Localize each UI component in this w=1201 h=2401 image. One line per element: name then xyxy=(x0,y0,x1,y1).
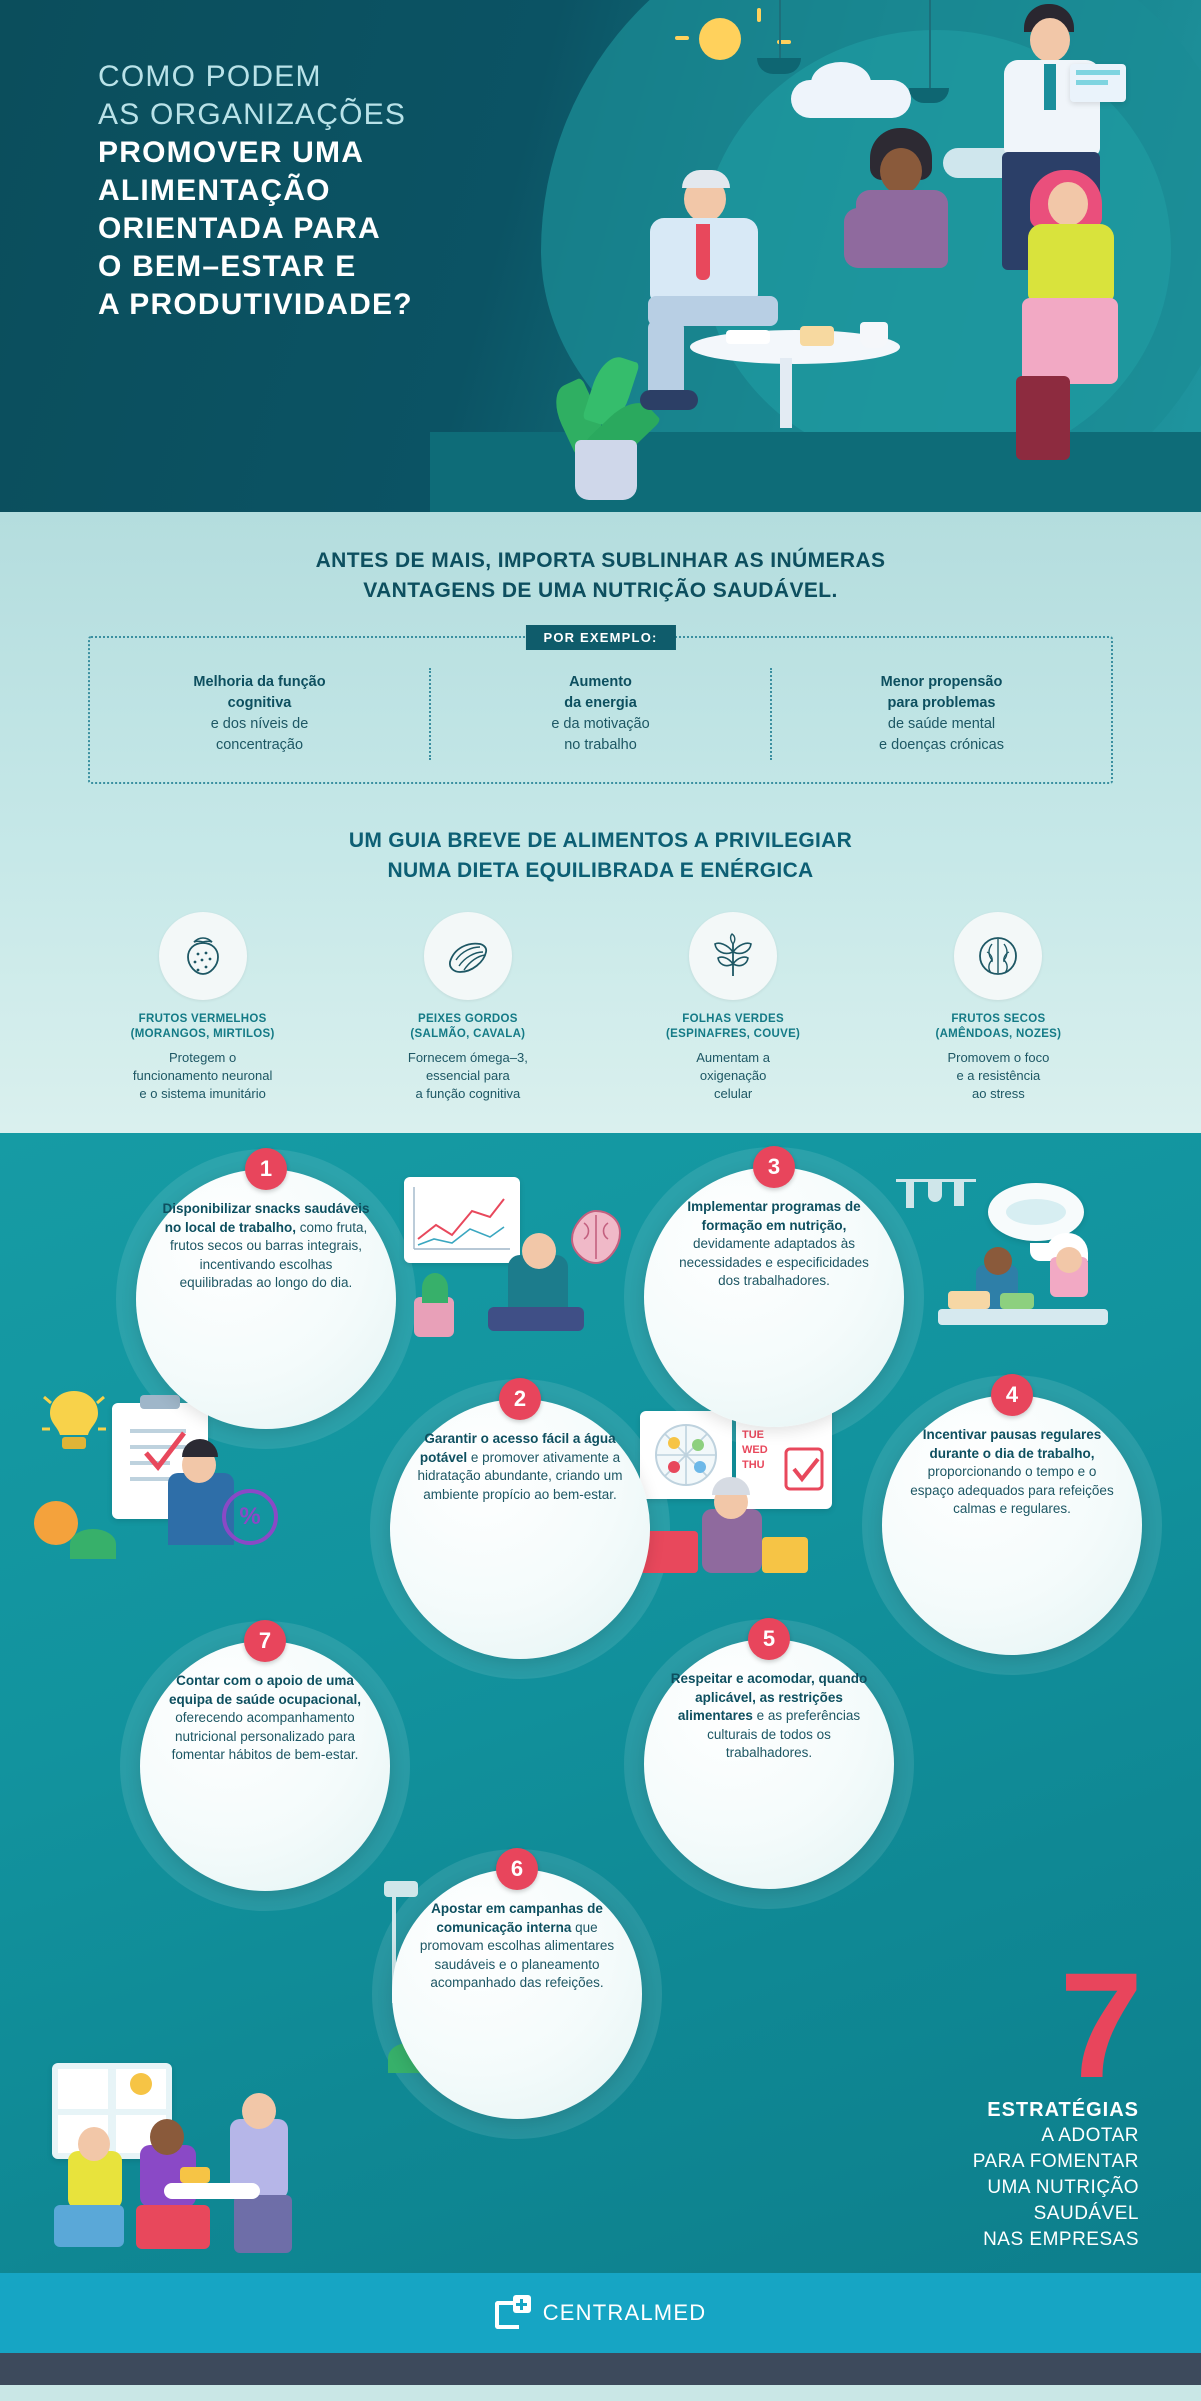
food-desc-line1: Promovem o foco xyxy=(947,1050,1050,1065)
food-name xyxy=(611,1012,856,1042)
lamp-wire xyxy=(779,0,781,60)
hero-title-line: AS ORGANIZAÇÕES xyxy=(98,98,407,131)
vignette-chart-brain xyxy=(404,1177,634,1367)
strategy-bubble-3 xyxy=(644,1154,904,1427)
benefit-column xyxy=(429,668,770,760)
hero-title-line: PROMOVER UMA xyxy=(98,136,365,169)
strategy-bubble-7 xyxy=(140,1628,390,1891)
hero-title-line: O BEM–ESTAR E xyxy=(98,250,357,283)
strategy-text xyxy=(882,1426,1142,1519)
benefit-strong-line2: da energia xyxy=(564,695,637,711)
strategy-text-bold: Disponibilizar snacks saudáveis no local de trabalho, xyxy=(162,1201,370,1235)
strategy-text-bold: Apostar em campanhas de comunicação interna xyxy=(431,1901,603,1935)
cup-icon xyxy=(860,322,888,348)
food-item-greens xyxy=(601,912,866,1103)
strategies-caption xyxy=(973,2097,1139,2253)
benefit-column xyxy=(770,668,1111,760)
footer xyxy=(0,2273,1201,2353)
benefit-strong-line2: para problemas xyxy=(887,695,996,711)
food-desc-line2: essencial para xyxy=(425,1068,510,1083)
benefit-text-line1: de saúde mental xyxy=(887,716,996,732)
strategy-bubble-4 xyxy=(882,1382,1142,1655)
strategy-text-rest: oferecendo acompanhamento nutricional personalizado para fomentar hábitos de bem-estar. xyxy=(171,1710,359,1762)
strategy-text-rest: e as preferências culturais de todos os trabalhadores. xyxy=(707,1708,861,1760)
strategies-section xyxy=(0,1133,1201,2273)
strategy-text xyxy=(140,1672,390,1765)
benefit-text-line2: no trabalho xyxy=(564,737,637,753)
food-desc-line1: Fornecem ómega–3, xyxy=(407,1050,528,1065)
caption-line: A ADOTAR xyxy=(1041,2125,1139,2146)
foods-list xyxy=(70,912,1131,1103)
vignette-kitchen xyxy=(880,1173,1130,1369)
brand-name: CENTRALMED xyxy=(542,2300,707,2325)
benefit-text-line1: e da motivação xyxy=(551,716,650,732)
food-description xyxy=(80,1049,325,1103)
hero-title-line: ALIMENTAÇÃO xyxy=(98,174,331,207)
food-desc-line2: oxigenação xyxy=(699,1068,767,1083)
plant-pot xyxy=(575,440,637,500)
benefits-headline-line1: ANTES DE MAIS, IMPORTA SUBLINHAR AS INÚMERAS xyxy=(315,549,886,572)
food-name xyxy=(345,1012,590,1042)
strategy-text xyxy=(644,1670,894,1763)
foods-headline xyxy=(0,826,1201,886)
food-description xyxy=(345,1049,590,1103)
food-desc-line1: Aumentam a xyxy=(696,1050,770,1065)
sun-icon xyxy=(699,18,741,60)
food-name xyxy=(876,1012,1121,1042)
caption-line: ESTRATÉGIAS xyxy=(987,2099,1139,2121)
leafy-greens-icon xyxy=(689,912,777,1000)
strategy-text xyxy=(392,1900,642,1993)
examples-box xyxy=(88,630,1113,784)
foods-headline-line2: NUMA DIETA EQUILIBRADA E ENÉRGICA xyxy=(387,859,814,882)
benefit-strong-line1: Melhoria da função xyxy=(193,674,326,690)
hero-title-line: ORIENTADA PARA xyxy=(98,212,381,245)
strategy-number: 3 xyxy=(753,1146,795,1188)
food-name xyxy=(80,1012,325,1042)
food-item-fish xyxy=(335,912,600,1103)
benefit-text-line2: concentração xyxy=(215,737,304,753)
plate-icon xyxy=(726,330,770,344)
strategy-number: 7 xyxy=(244,1620,286,1662)
hero-title xyxy=(98,58,618,324)
strategy-bubble-2 xyxy=(390,1386,650,1659)
strategy-bubble-1 xyxy=(136,1156,396,1429)
strategy-number: 1 xyxy=(245,1148,287,1190)
food-desc-line3: ao stress xyxy=(972,1086,1025,1101)
caption-line: SAUDÁVEL xyxy=(1033,2203,1139,2224)
strawberry-icon xyxy=(159,912,247,1000)
food-name-line2: (AMÊNDOAS, NOZES) xyxy=(935,1028,1062,1040)
table-leg xyxy=(780,358,792,428)
strategy-bubble-5 xyxy=(644,1626,894,1889)
strategy-text-bold: Implementar programas de formação em nutrição, xyxy=(687,1199,861,1233)
benefit-strong-line1: Aumento xyxy=(569,674,632,690)
sun-ray xyxy=(757,8,761,22)
strategy-text-rest: devidamente adaptados às necessidades e especificidades dos trabalhadores. xyxy=(679,1236,869,1288)
strategy-text-rest: como fruta, frutos secos ou barras integrais, incentivando escolhas equilibradas ao longo do dia. xyxy=(169,1219,368,1290)
food-name-line1: PEIXES GORDOS xyxy=(417,1013,518,1025)
food-desc-line1: Protegem o xyxy=(169,1050,237,1065)
benefits-headline-line2: VANTAGENS DE UMA NUTRIÇÃO SAUDÁVEL. xyxy=(363,579,838,602)
strategy-text-bold: Respeitar e acomodar, quando aplicável, as restrições alimentares xyxy=(670,1671,868,1723)
lamp-wire xyxy=(929,0,931,90)
caption-line: NAS EMPRESAS xyxy=(983,2229,1139,2250)
food-desc-line3: a função cognitiva xyxy=(415,1086,521,1101)
strategy-number: 2 xyxy=(499,1378,541,1420)
caption-line: UMA NUTRIÇÃO xyxy=(987,2177,1139,2198)
sun-ray xyxy=(675,36,689,40)
centralmed-cross-icon xyxy=(495,2295,531,2331)
food-item-berries xyxy=(70,912,335,1103)
cloud-icon xyxy=(811,62,871,104)
food-name-line2: (MORANGOS, MIRTILOS) xyxy=(130,1028,275,1040)
benefit-text-line2: e doenças crónicas xyxy=(879,737,1004,753)
benefit-strong-line1: Menor propensão xyxy=(880,674,1003,690)
food-item xyxy=(800,326,834,346)
examples-badge: POR EXEMPLO: xyxy=(525,625,675,650)
big-number: 7 xyxy=(1059,1941,1139,2109)
fish-fillet-icon xyxy=(424,912,512,1000)
walnut-icon xyxy=(954,912,1042,1000)
strategy-text-bold: Garantir o acesso fácil a água potável xyxy=(419,1431,616,1465)
food-name-line1: FRUTOS SECOS xyxy=(951,1013,1046,1025)
benefit-text-line1: e dos níveis de xyxy=(210,716,309,732)
food-desc-line2: funcionamento neuronal xyxy=(132,1068,273,1083)
food-description xyxy=(876,1049,1121,1103)
benefits-headline xyxy=(0,546,1201,606)
food-desc-line3: celular xyxy=(713,1086,753,1101)
strategy-text-bold: Incentivar pausas regulares durante o dia de trabalho, xyxy=(922,1427,1102,1461)
strategy-text xyxy=(136,1200,396,1293)
food-desc-line3: e o sistema imunitário xyxy=(139,1086,266,1101)
food-item-nuts xyxy=(866,912,1131,1103)
strategy-text-bold: Contar com o apoio de uma equipa de saúde ocupacional, xyxy=(168,1673,362,1707)
strategy-text-rest: e promover ativamente a hidratação abundante, criando um ambiente propício ao bem-estar. xyxy=(417,1449,623,1502)
food-name-line1: FOLHAS VERDES xyxy=(682,1013,784,1025)
strategy-number: 4 xyxy=(991,1374,1033,1416)
food-desc-line2: e a resistência xyxy=(956,1068,1041,1083)
food-description xyxy=(611,1049,856,1103)
benefits-section xyxy=(0,512,1201,1133)
benefit-strong-line2: cognitiva xyxy=(227,695,292,711)
strategy-text xyxy=(390,1430,650,1504)
food-name-line2: (SALMÃO, CAVALA) xyxy=(410,1028,526,1040)
vignette-team-lunch xyxy=(44,2063,344,2261)
hero-title-line: A PRODUTIVIDADE? xyxy=(98,288,413,321)
caption-line: PARA FOMENTAR xyxy=(972,2151,1139,2172)
vignette-ideas: % xyxy=(30,1381,280,1581)
strategy-text-rest: que promovam escolhas alimentares saudáveis e o planeamento acompanhado das refeições. xyxy=(419,1919,615,1990)
hero-title-line: COMO PODEM xyxy=(98,60,322,93)
benefit-column xyxy=(90,668,429,760)
foods-headline-line1: UM GUIA BREVE DE ALIMENTOS A PRIVILEGIAR xyxy=(348,829,853,852)
strategy-text-rest: proporcionando o tempo e o espaço adequados para refeições calmas e regulares. xyxy=(910,1464,1114,1516)
food-name-line2: (ESPINAFRES, COUVE) xyxy=(666,1028,801,1040)
hero-floor xyxy=(430,432,1201,512)
strategy-number: 5 xyxy=(748,1618,790,1660)
food-name-line1: FRUTOS VERMELHOS xyxy=(138,1013,267,1025)
strategy-number: 6 xyxy=(496,1848,538,1890)
vignette-calendar: TUE WED THU xyxy=(636,1411,886,1601)
hero-section xyxy=(0,0,1201,512)
strategy-bubble-6 xyxy=(392,1856,642,2119)
strategy-text xyxy=(644,1198,904,1291)
bottom-bar xyxy=(0,2353,1201,2385)
